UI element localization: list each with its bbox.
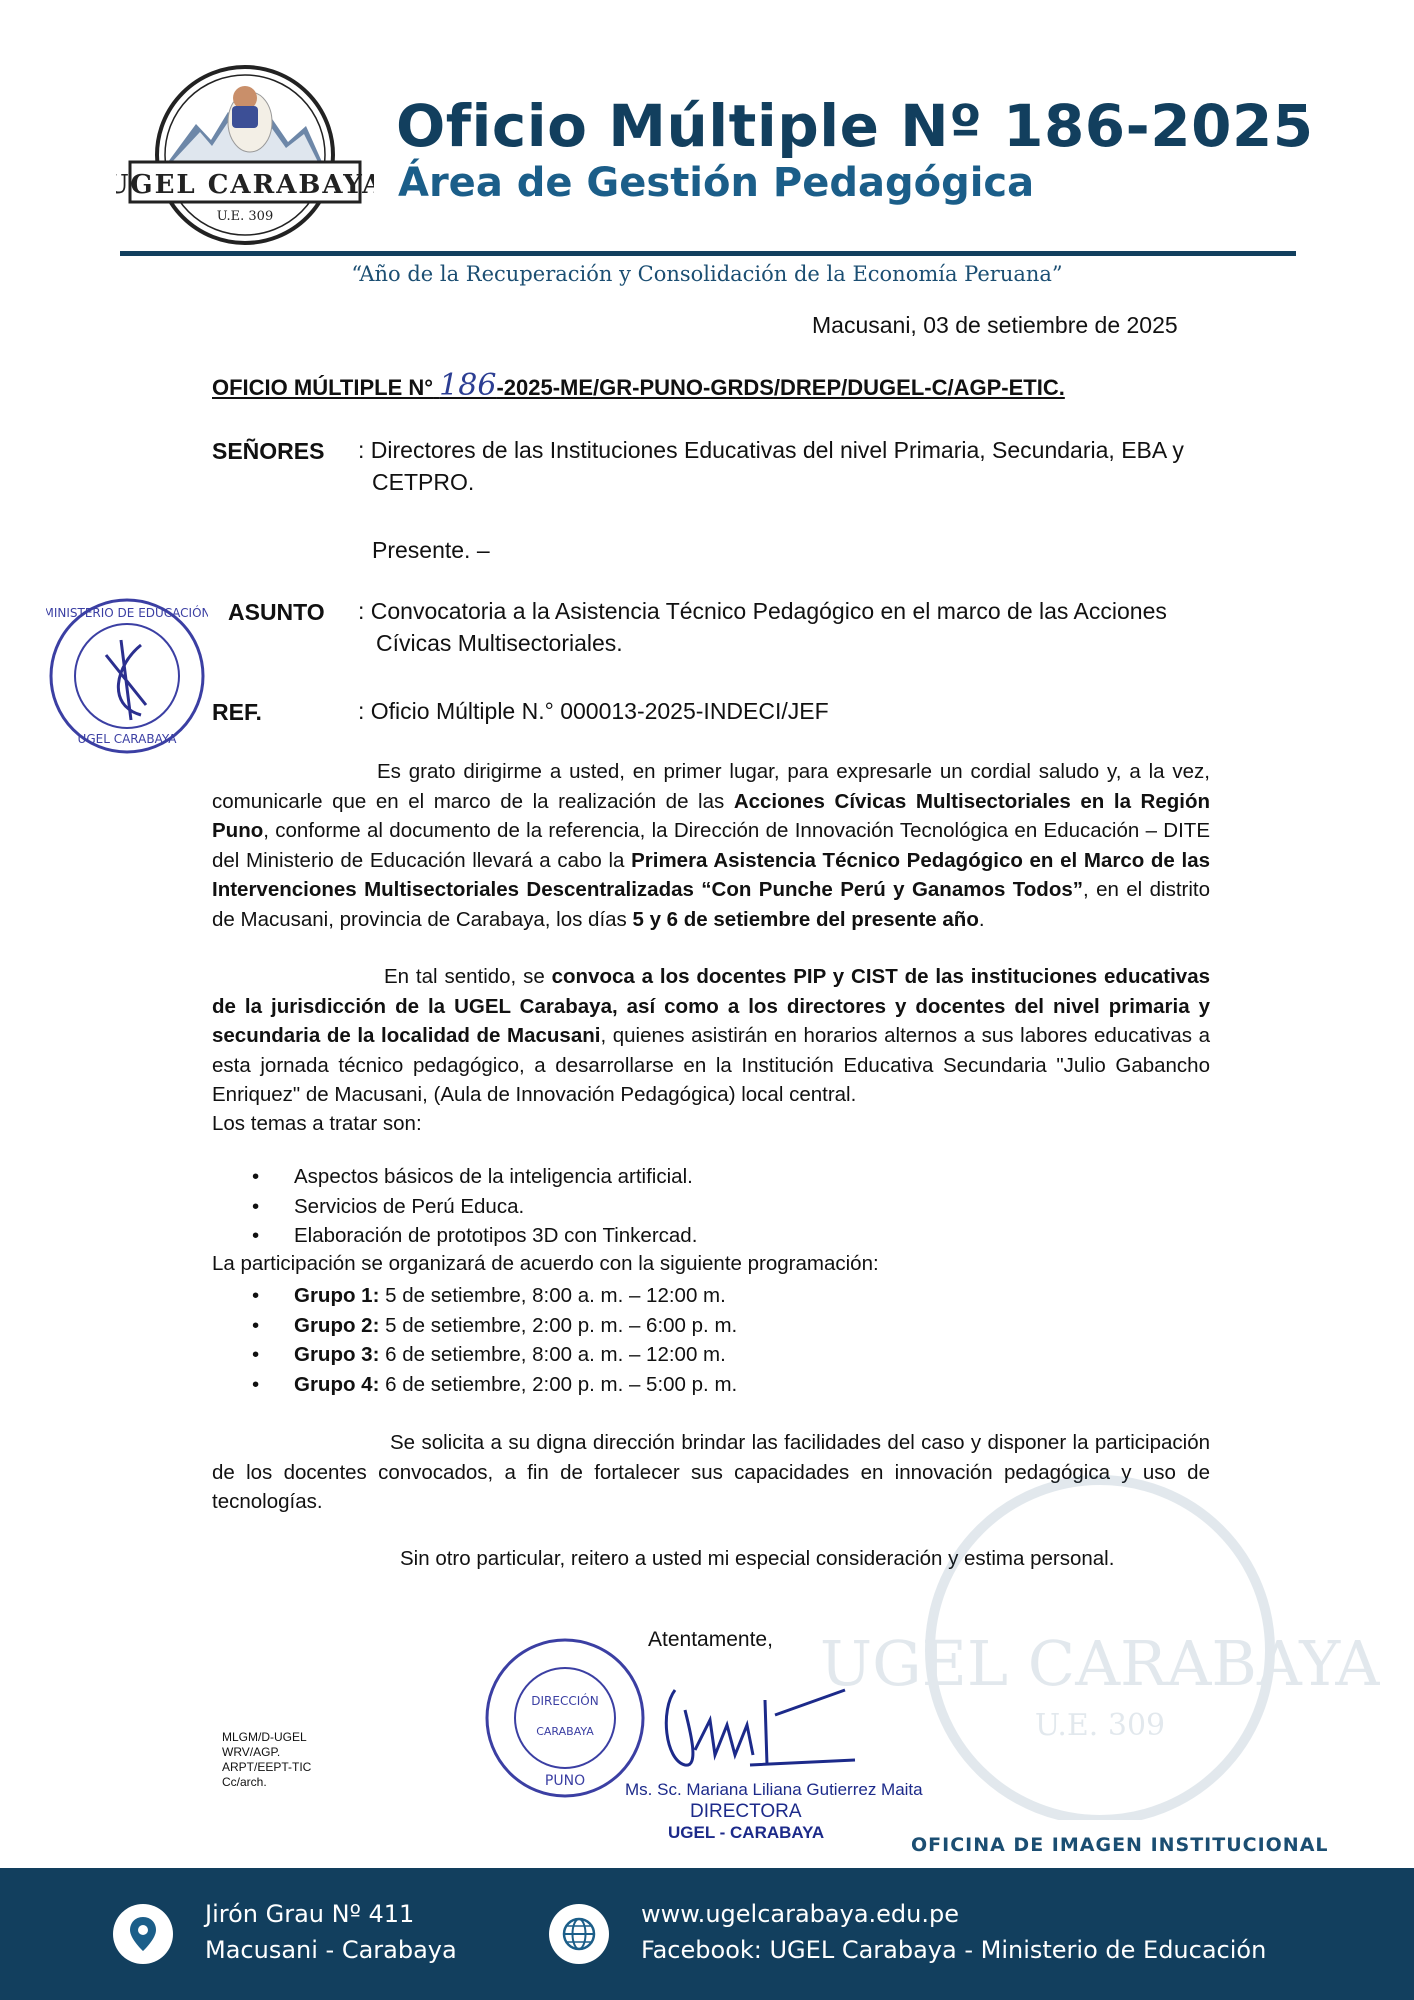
list-item: • Grupo 2: 5 de setiembre, 2:00 p. m. – 6:00 p. m. bbox=[252, 1311, 737, 1341]
handwritten-signature bbox=[655, 1670, 865, 1780]
signer-org: UGEL - CARABAYA bbox=[668, 1823, 825, 1842]
schedule-list bbox=[252, 1281, 737, 1399]
asunto-line-1: : Convocatoria a la Asistencia Técnico Pedagógico en el marco de las Acciones bbox=[358, 598, 1167, 624]
globe-icon bbox=[549, 1904, 609, 1964]
oficio-prefix: OFICIO MÚLTIPLE N° bbox=[212, 375, 434, 400]
oficio-handwritten-number: 186 bbox=[439, 368, 497, 403]
atentamente: Atentamente, bbox=[648, 1628, 773, 1651]
facebook-link[interactable]: Facebook: UGEL Carabaya - Ministerio de Educación bbox=[641, 1936, 1267, 1964]
logo-text: UGEL CARABAYA bbox=[116, 170, 374, 200]
signer-name: Ms. Sc. Mariana Liliana Gutierrez Maita bbox=[625, 1780, 923, 1799]
paragraph-2: En tal sentido, se convoca a los docentes PIP y CIST de las instituciones educativas de la jurisdicción de la UGEL Carabaya, así como a los directores y docentes del nivel primaria y secundaria de la localidad de Macusani, quienes asistirán en horarios alternos a sus labores educativas a esta jornada técnico pedagógico, a desarrollarse en la Institución Educativa Secundaria "Julio Gabancho Enriquez" de Macusani, (Aula de Innovación Pedagógica) local central. bbox=[212, 965, 1210, 1106]
senores-line-2: CETPRO. bbox=[372, 469, 475, 495]
list-item: • Grupo 4: 6 de setiembre, 2:00 p. m. – 5:00 p. m. bbox=[252, 1370, 737, 1400]
list-item: • Servicios de Perú Educa. bbox=[252, 1192, 697, 1222]
ref-label: REF. bbox=[212, 699, 262, 725]
svg-text:UGEL CARABAYA: UGEL CARABAYA bbox=[820, 1627, 1380, 1700]
svg-text:PUNO: PUNO bbox=[544, 1773, 586, 1789]
svg-text:U.E. 309: U.E. 309 bbox=[216, 209, 274, 224]
list-item: • Elaboración de prototipos 3D con Tinkercad. bbox=[252, 1221, 697, 1251]
letter-date: Macusani, 03 de setiembre de 2025 bbox=[812, 312, 1178, 338]
page-subtitle: Área de Gestión Pedagógica bbox=[398, 160, 1035, 206]
oficio-reference-number bbox=[212, 368, 1065, 403]
closing-line: Sin otro particular, reitero a usted mi especial consideración y estima personal. bbox=[400, 1547, 1115, 1570]
asunto-value bbox=[358, 595, 1218, 659]
paragraph-1: Es grato dirigirme a usted, en primer lugar, para expresarle un cordial saludo y, a la vez, comunicarle que en el marco de la realización de las Acciones Cívicas Multisectoriales en la Región Puno, conforme al documento de la referencia, la Dirección de Innovación Tecnológica en Educación – DITE del Ministerio de Educación llevará a cabo la Primera Asistencia Técnico Pedagógico en el Marco de las Intervenciones Multisectoriales Descentralizadas “Con Punche Perú y Ganamos Todos”, en el distrito de Macusani, provincia de Carabaya, los días 5 y 6 de setiembre del presente año. bbox=[212, 760, 1210, 931]
direction-stamp bbox=[482, 1635, 648, 1801]
svg-text:CARABAYA: CARABAYA bbox=[536, 1725, 594, 1738]
list-item: • Grupo 1: 5 de setiembre, 8:00 a. m. – 12:00 m. bbox=[252, 1281, 737, 1311]
ugel-carabaya-logo bbox=[116, 62, 374, 248]
list-item: • Aspectos básicos de la inteligencia artificial. bbox=[252, 1162, 697, 1192]
address-line-1: Jirón Grau Nº 411 bbox=[205, 1900, 415, 1928]
senores-label: SEÑORES bbox=[212, 438, 325, 464]
year-motto: “Año de la Recuperación y Consolidación de la Economía Peruana” bbox=[351, 262, 1063, 286]
address-line-2: Macusani - Carabaya bbox=[205, 1936, 457, 1964]
ref-value: : Oficio Múltiple N.° 000013-2025-INDECI/JEF bbox=[358, 698, 829, 724]
location-pin-icon bbox=[113, 1904, 173, 1964]
header-divider bbox=[120, 251, 1296, 256]
footer bbox=[0, 1868, 1414, 2000]
footer-web bbox=[641, 1896, 1266, 1968]
list-item: • Grupo 3: 6 de setiembre, 8:00 a. m. – 12:00 m. bbox=[252, 1340, 737, 1370]
senores-value bbox=[358, 434, 1218, 498]
senores-line-1: : Directores de las Instituciones Educativas del nivel Primaria, Secundaria, EBA y bbox=[358, 437, 1184, 463]
presente-text: Presente. – bbox=[372, 537, 490, 563]
paragraph-3: Se solicita a su digna dirección brindar las facilidades del caso y disponer la participación de los docentes convocados, a fin de fortalecer sus capacidades en innovación pedagógica y uso de tecnologías. bbox=[212, 1431, 1210, 1513]
svg-text:UGEL CARABAYA: UGEL CARABAYA bbox=[77, 732, 177, 746]
svg-text:U.E. 309: U.E. 309 bbox=[1034, 1708, 1166, 1743]
website-link[interactable]: www.ugelcarabaya.edu.pe bbox=[641, 1900, 959, 1928]
initials-block: MLGM/D-UGEL WRV/AGP. ARPT/EEPT-TIC Cc/arch. bbox=[222, 1730, 312, 1789]
asunto-line-2: Cívicas Multisectoriales. bbox=[376, 630, 623, 656]
topics-intro: Los temas a tratar son: bbox=[212, 1112, 422, 1135]
page-title: Oficio Múltiple Nº 186-2025 bbox=[396, 92, 1314, 160]
asunto-label: ASUNTO bbox=[228, 599, 325, 625]
office-label: OFICINA DE IMAGEN INSTITUCIONAL bbox=[911, 1834, 1329, 1856]
oficio-suffix: -2025-ME/GR-PUNO-GRDS/DREP/DUGEL-C/AGP-ETIC. bbox=[496, 375, 1065, 400]
svg-text:DIRECCIÓN: DIRECCIÓN bbox=[531, 1694, 599, 1708]
signer-role: DIRECTORA bbox=[690, 1801, 802, 1822]
watermark-logo bbox=[820, 1460, 1380, 1820]
topics-list bbox=[252, 1162, 697, 1251]
footer-address bbox=[205, 1896, 457, 1968]
schedule-intro: La participación se organizará de acuerdo con la siguiente programación: bbox=[212, 1252, 879, 1275]
svg-text:MINISTERIO DE EDUCACIÓN: MINISTERIO DE EDUCACIÓN bbox=[46, 606, 208, 620]
ministry-stamp bbox=[46, 595, 208, 757]
